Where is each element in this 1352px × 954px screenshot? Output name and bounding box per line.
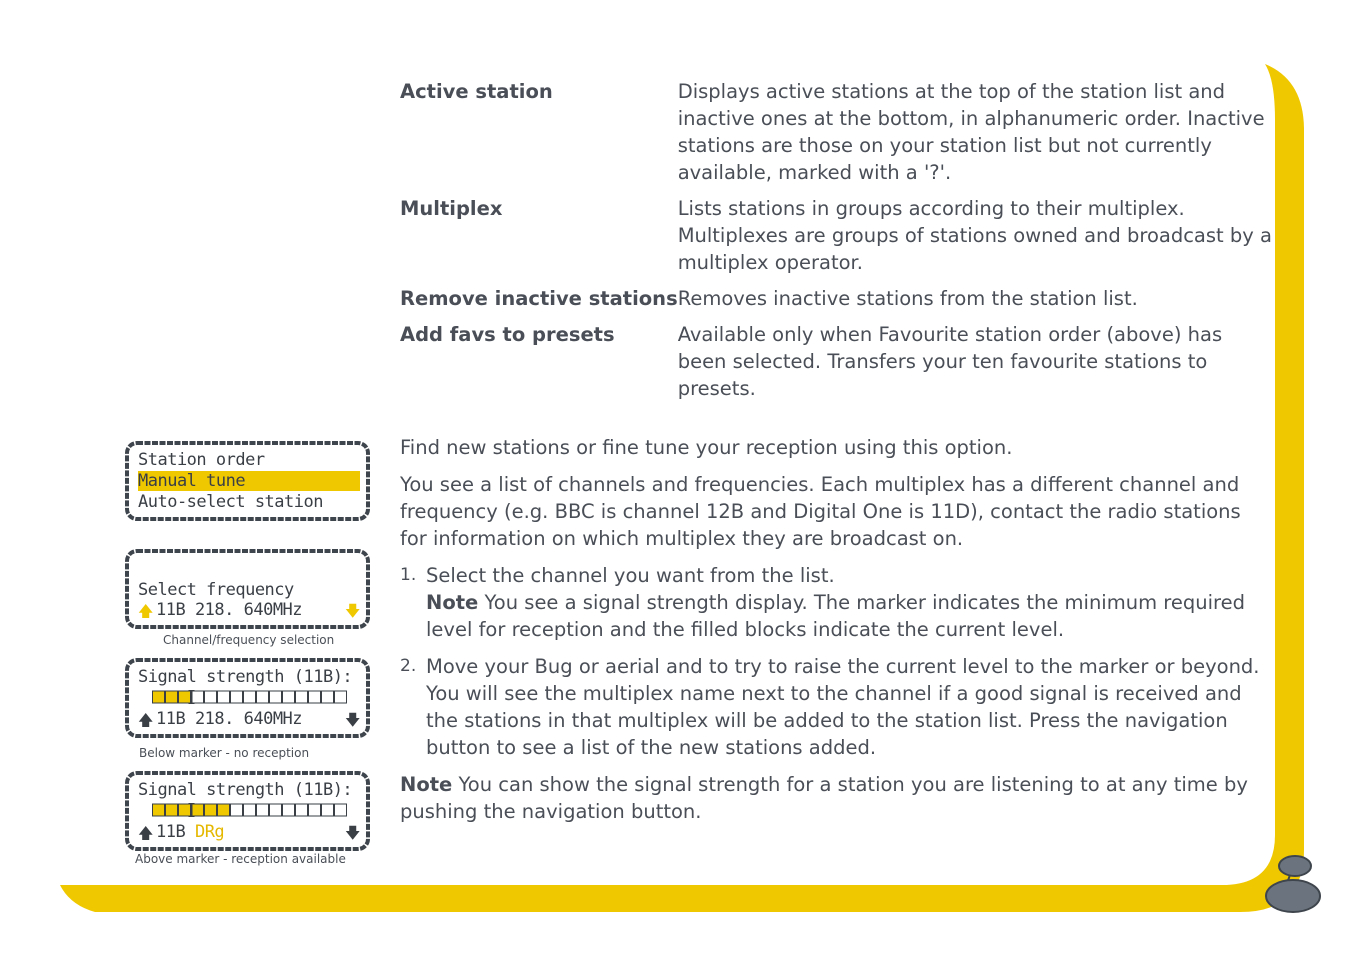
signal-block-empty [218,691,230,703]
down-arrow-icon: 🡇 [345,711,361,729]
signal-block-empty [231,804,243,816]
definition-desc: Displays active stations at the top of the station list and inactive ones at the bottom, in alphanumeric order. Inactive stations are those on your station list but not currently available, marked with a '?'. [677,80,1265,184]
signal-block-empty [231,691,243,703]
signal-block-empty [309,691,321,703]
caption: Channel/frequency selection [163,633,335,647]
note-text: You see a signal strength display. The marker indicates the minimum required level for reception and the filled blocks indicate the current level. [426,591,1245,641]
down-arrow-icon: 🡇 [345,824,361,842]
down-arrow-icon: 🡇 [345,602,361,620]
step-number: 2. [400,656,417,676]
signal-strength-bar [152,803,348,817]
definition-term: Active station [400,80,553,103]
lcd-signal-above-display [125,770,370,852]
lcd-signal-below-display [125,657,370,739]
signal-block-empty [322,691,334,703]
definition-term: Remove inactive stations [400,287,678,310]
lcd-line: Signal strength (11B): [138,780,353,800]
signal-strength-bar [152,690,348,704]
signal-block-filled [192,804,204,816]
lcd-line: 11B 218. 640MHz [156,600,303,620]
signal-block-filled [153,804,165,816]
lcd-line: Signal strength (11B): [138,667,353,687]
step-text: Select the channel you want from the list. [426,564,835,587]
definition-term: Add favs to presets [400,323,615,346]
note-label: Note [400,773,453,796]
lcd-line: Auto-select station [138,492,323,512]
signal-block-filled [153,691,165,703]
lcd-menu-display [125,440,370,522]
step-text: Move your Bug or aerial and to try to raise the current level to the marker or beyond. You will see the multiplex name next to the channel if a good signal is received and the stations in that multiplex will be added to the station list. Press the navigation button to see a list of the new stations added. [426,655,1260,759]
definition-term: Multiplex [400,197,503,220]
definition-desc: Removes inactive stations from the station list. [677,287,1138,310]
definition-row [400,78,1272,195]
definition-desc: Lists stations in groups according to their multiplex. Multiplexes are groups of stations owned and broadcast by a multiplex operator. [677,197,1272,274]
signal-block-empty [244,804,256,816]
definition-list [400,78,1272,411]
lcd-line [156,822,224,842]
signal-block-filled [218,804,230,816]
definition-row [400,285,1272,321]
definition-row [400,195,1272,285]
signal-block-empty [283,804,295,816]
signal-block-empty [296,804,308,816]
signal-block-empty [283,691,295,703]
signal-block-empty [205,691,217,703]
channel-text: 11B [156,822,195,842]
station-name: DRg [194,822,225,842]
up-arrow-icon: 🡅 [138,824,154,842]
lcd-line: Station order [138,450,265,470]
signal-block-empty [309,804,321,816]
note-text: You can show the signal strength for a station you are listening to at any time by pushing the navigation button. [400,773,1248,823]
signal-block-empty [244,691,256,703]
intro-paragraph: Find new stations or fine tune your reception using this option. [400,436,1013,459]
caption: Below marker - no reception [139,746,310,760]
signal-block-filled [166,804,178,816]
step-number: 1. [400,565,417,585]
info-paragraph: You see a list of channels and frequencies. Each multiplex has a different channel and frequency (e.g. BBC is channel 12B and Digital One is 11D), contact the radio stations for information on which multiplex they are broadcast on. [400,473,1241,550]
signal-block-filled [179,804,191,816]
signal-block-empty [192,691,204,703]
final-note [400,771,1272,825]
up-arrow-icon: 🡅 [138,602,154,620]
signal-block-empty [270,804,282,816]
lcd-frequency-display [125,548,370,630]
signal-block-filled [166,691,178,703]
step-item [400,653,1272,761]
signal-block-empty [335,691,347,703]
signal-block-empty [322,804,334,816]
note-label: Note [426,591,479,614]
step-item [400,562,1272,643]
up-arrow-icon: 🡅 [138,711,154,729]
signal-block-empty [257,691,269,703]
page-tab-icon [1262,852,1324,918]
signal-block-empty [335,804,347,816]
definition-desc: Available only when Favourite station order (above) has been selected. Transfers your ten favourite stations to presets. [677,323,1223,400]
lcd-line: 11B 218. 640MHz [156,709,303,729]
caption: Above marker - reception available [135,852,346,866]
lcd-line-selected: Manual tune [138,471,360,491]
definition-row [400,321,1272,411]
signal-block-empty [257,804,269,816]
signal-block-empty [296,691,308,703]
signal-block-empty [270,691,282,703]
lcd-line: Select frequency [138,580,294,600]
signal-block-filled [205,804,217,816]
manual-tune-section [400,434,1272,835]
signal-block-filled [179,691,191,703]
